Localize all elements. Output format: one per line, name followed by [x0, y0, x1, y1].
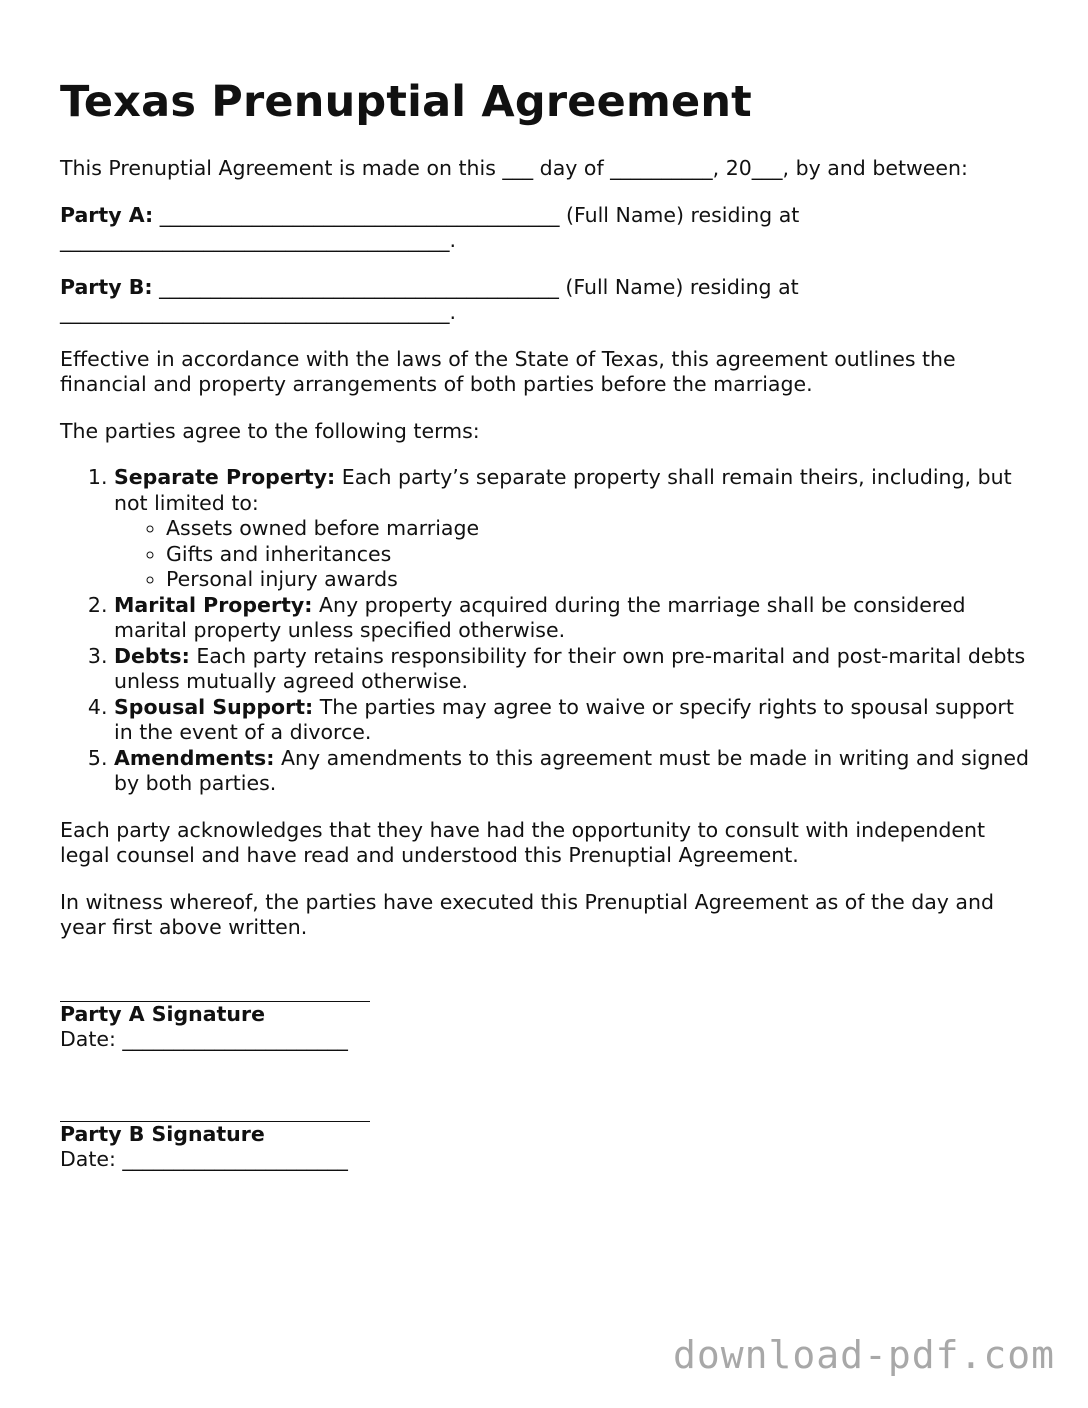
term-label: Amendments:: [114, 745, 275, 770]
signature-line: [60, 1099, 370, 1122]
term-text: Each party retains responsibility for their own pre-marital and post-marital debts unless mutually agreed otherwise.: [114, 643, 1026, 693]
sublist-item: ◦ Gifts and inheritances: [166, 542, 1030, 568]
term-item: [114, 695, 1030, 746]
term-item: [114, 746, 1030, 797]
term-label: Marital Property:: [114, 592, 313, 617]
acknowledgment-paragraph: Each party acknowledges that they have had the opportunity to consult with independent legal counsel and have read and understood this Prenuptial Agreement.: [60, 817, 985, 867]
party-a-text: _______________________________________ (Full Name) residing at ______________________________________.: [60, 202, 800, 252]
sublist-item: ◦ Assets owned before marriage: [166, 516, 1030, 542]
term-text: Each party’s separate property shall remain theirs, including, but not limited to:: [114, 465, 1012, 515]
term-item: [114, 593, 1030, 644]
term-text: Any property acquired during the marriage shall be considered marital property unless specified otherwise.: [114, 592, 966, 642]
party-a-label: Party A:: [60, 202, 154, 227]
document-page: [60, 74, 1030, 1173]
effective-paragraph: Effective in accordance with the laws of the State of Texas, this agreement outlines the financial and property arrangements of both parties before the marriage.: [60, 346, 956, 396]
watermark: download-pdf.com: [672, 1333, 1055, 1377]
party-a-signature-block: [60, 979, 1030, 1053]
term-item: [114, 465, 1030, 593]
witness-paragraph: In witness whereof, the parties have executed this Prenuptial Agreement as of the day and year first above written.: [60, 889, 994, 939]
party-b-signature-block: [60, 1099, 1030, 1173]
term-label: Spousal Support:: [114, 694, 314, 719]
party-b-line: [60, 275, 1030, 326]
sublist-item: ◦ Personal injury awards: [166, 567, 1030, 593]
party-b-label: Party B:: [60, 274, 153, 299]
term-label: Separate Property:: [114, 465, 336, 489]
document-title: Texas Prenuptial Agreement: [60, 77, 752, 127]
term-text: Any amendments to this agreement must be made in writing and signed by both parties.: [114, 745, 1029, 795]
term-label: Debts:: [114, 643, 190, 668]
signature-label: Party B Signature: [60, 1121, 265, 1146]
term-item: [114, 644, 1030, 695]
terms-intro: The parties agree to the following terms:: [60, 418, 480, 443]
party-a-line: [60, 203, 1030, 254]
signature-label: Party A Signature: [60, 1001, 266, 1026]
terms-list: [60, 465, 1030, 797]
intro-paragraph: This Prenuptial Agreement is made on this ___ day of __________, 20___, by and between:: [60, 156, 968, 180]
signature-date: Date: ______________________: [60, 1147, 348, 1171]
signature-date: Date: ______________________: [60, 1027, 348, 1051]
signature-line: [60, 979, 370, 1002]
party-b-text: _______________________________________ (Full Name) residing at ______________________________________.: [60, 274, 799, 324]
separate-property-sublist: [114, 516, 1030, 593]
term-text: The parties may agree to waive or specify rights to spousal support in the event of a divorce.: [114, 694, 1014, 744]
